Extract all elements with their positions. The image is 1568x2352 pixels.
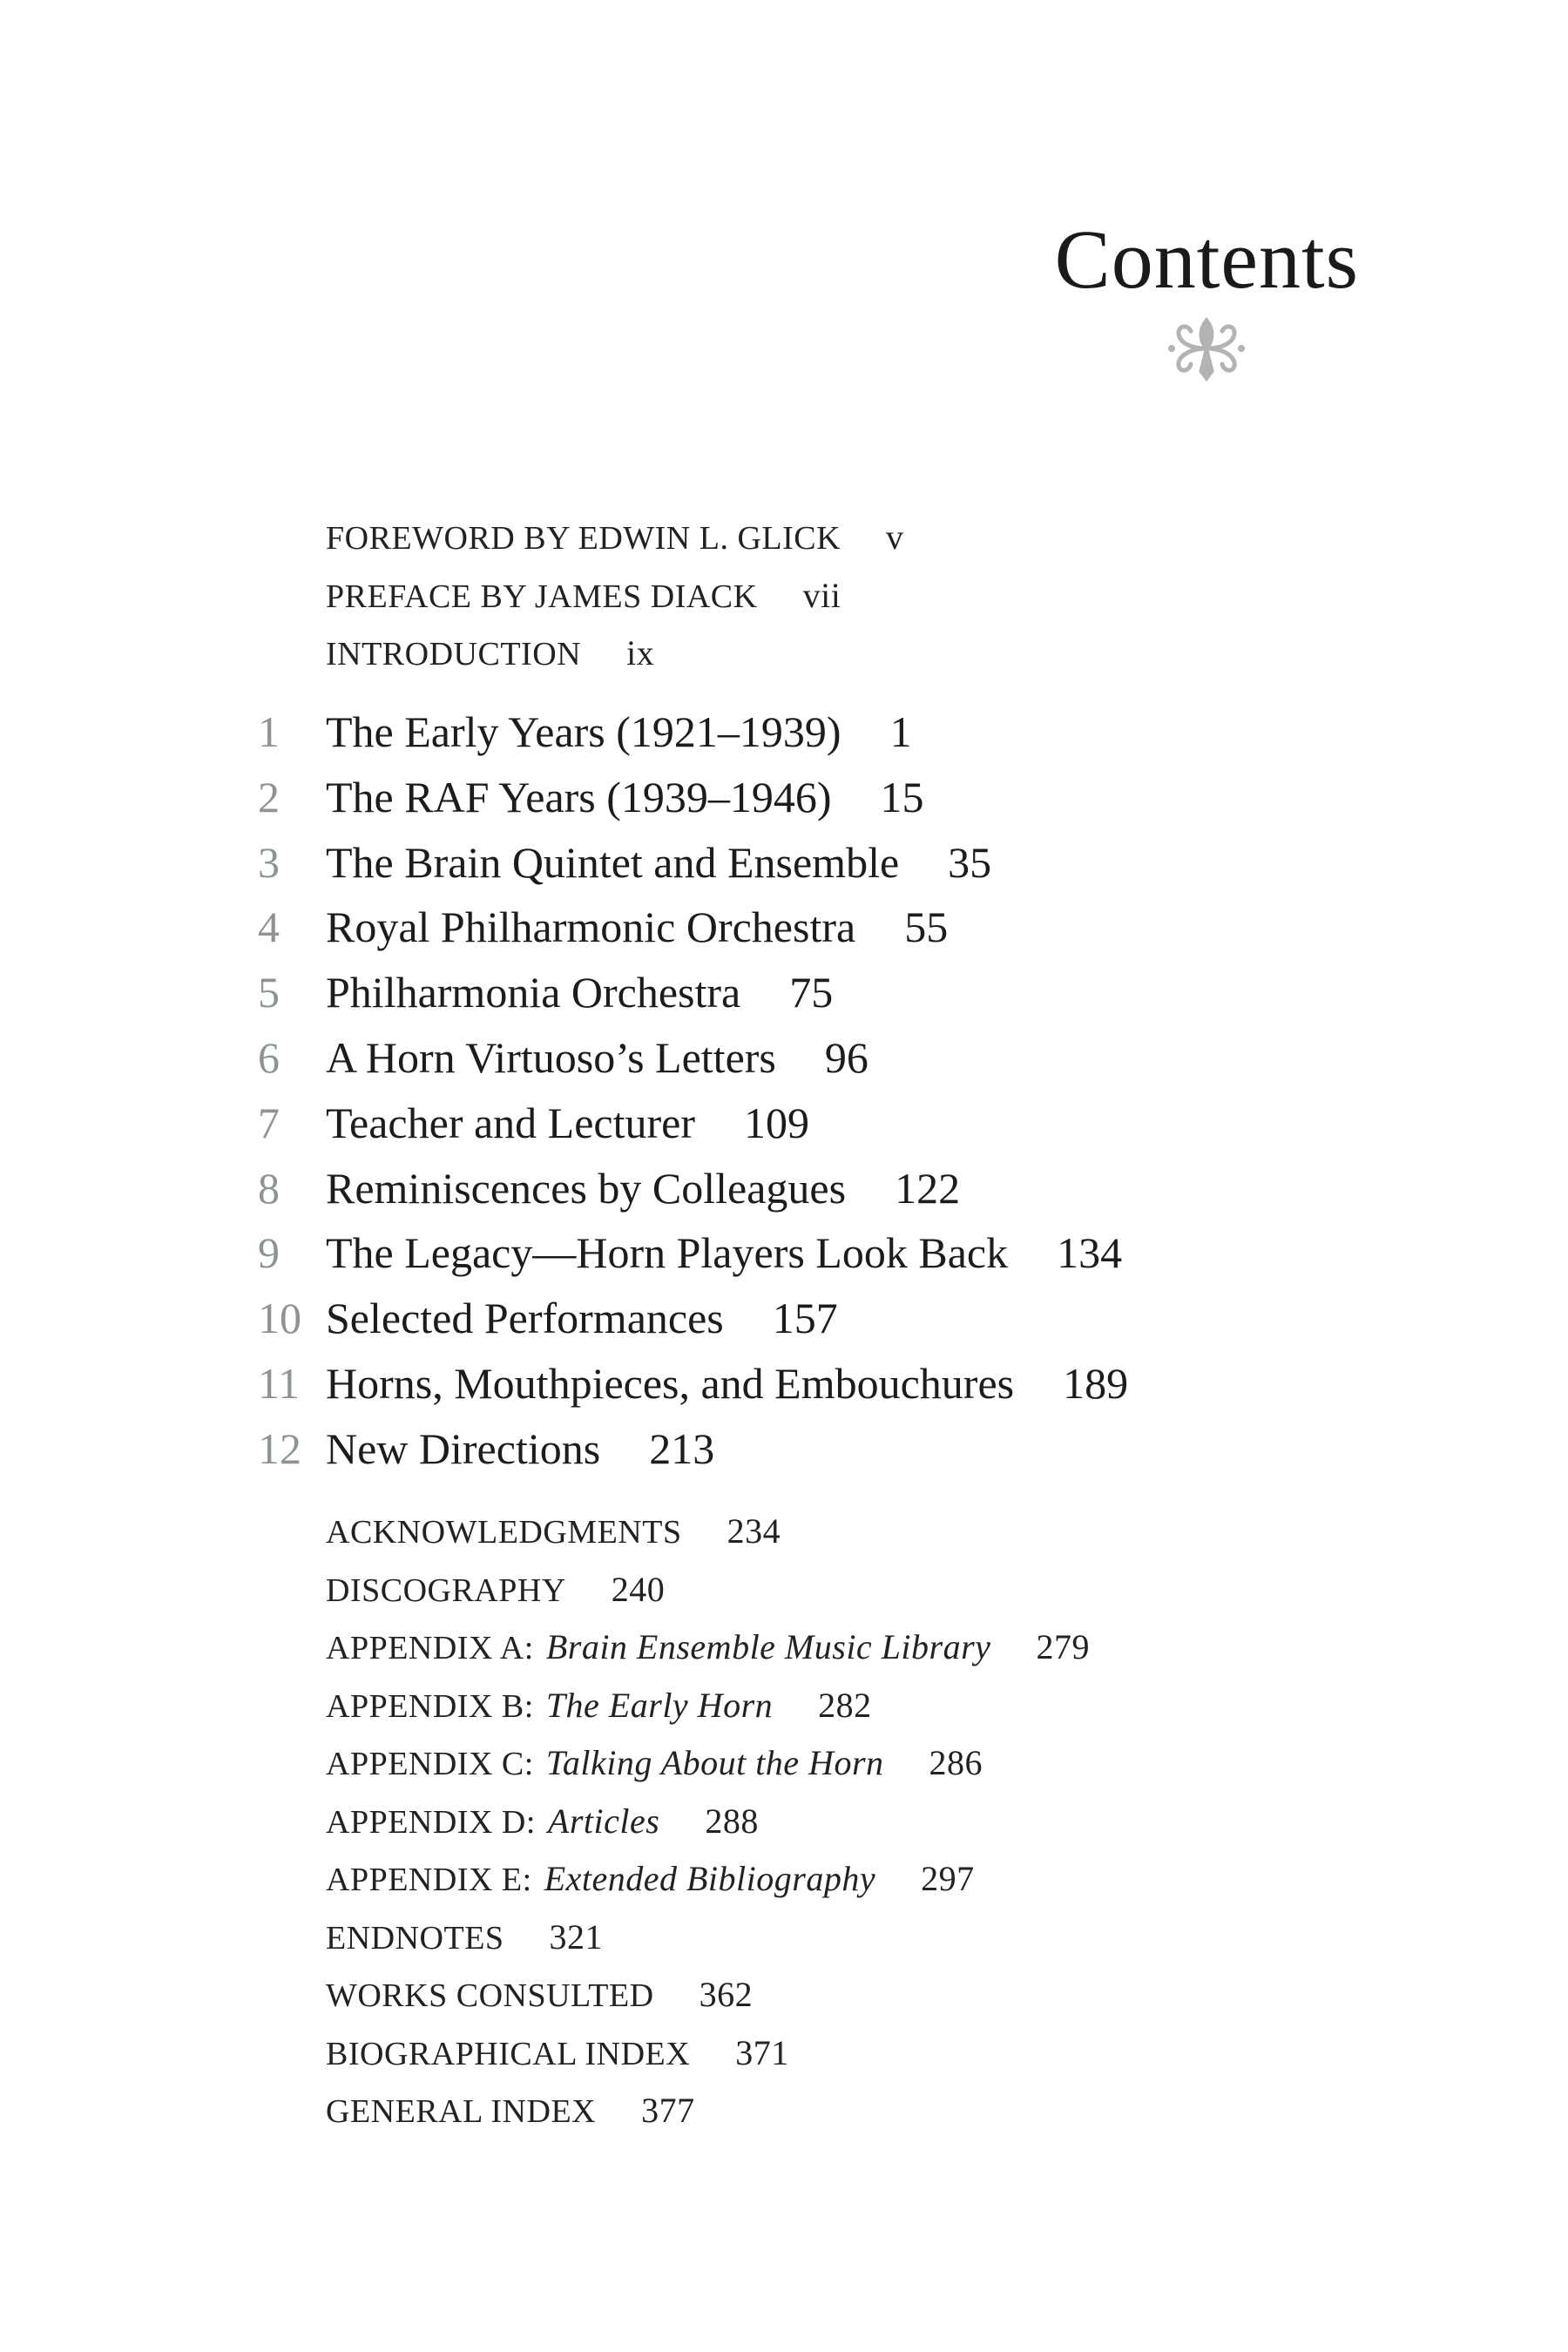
entry-label: APPENDIX B: <box>326 1687 534 1725</box>
chapter-page-number: 55 <box>904 902 949 952</box>
chapter-page-number: 213 <box>649 1423 715 1473</box>
entry-page-number: v <box>886 517 904 557</box>
toc-chapter-6[interactable] <box>258 1030 1128 1095</box>
toc-chapter-3[interactable] <box>258 835 1128 900</box>
chapter-title: Reminiscences by Colleagues <box>326 1163 847 1213</box>
back-matter-list <box>326 1510 1090 2147</box>
chapter-number: 8 <box>258 1163 280 1213</box>
toc-entry-appendix-d[interactable] <box>326 1800 1090 1858</box>
chapter-title: Selected Performances <box>326 1294 724 1343</box>
entry-label: ENDNOTES <box>326 1919 504 1957</box>
chapter-title: Horns, Mouthpieces, and Embouchures <box>326 1358 1015 1408</box>
entry-page-number: 377 <box>641 2091 695 2130</box>
entry-page-number: 240 <box>611 1569 666 1609</box>
chapter-title: Teacher and Lecturer <box>326 1098 695 1147</box>
chapter-page-number: 134 <box>1057 1228 1123 1278</box>
toc-chapter-5[interactable] <box>258 964 1128 1030</box>
chapter-number: 2 <box>258 772 280 821</box>
toc-entry-appendix-c[interactable] <box>326 1741 1090 1800</box>
chapter-page-number: 96 <box>824 1032 868 1082</box>
chapter-title: The Legacy—Horn Players Look Back <box>326 1228 1009 1278</box>
toc-chapter-8[interactable] <box>258 1160 1128 1226</box>
toc-entry-appendix-e[interactable] <box>326 1857 1090 1916</box>
entry-label: PREFACE BY JAMES DIACK <box>326 578 758 615</box>
toc-entry-appendix-b[interactable] <box>326 1684 1090 1742</box>
chapter-title: The Brain Quintet and Ensemble <box>326 837 900 887</box>
entry-page-number: 371 <box>735 2032 789 2072</box>
chapter-page-number: 157 <box>772 1294 838 1343</box>
toc-entry-discography[interactable] <box>326 1568 1090 1626</box>
entry-page-number: ix <box>626 633 655 672</box>
toc-entry-endnotes[interactable] <box>326 1916 1090 1974</box>
entry-label: APPENDIX E: <box>326 1862 532 1898</box>
toc-entry-preface[interactable] <box>326 574 904 632</box>
chapter-number: 10 <box>258 1294 301 1343</box>
entry-label: DISCOGRAPHY <box>326 1571 566 1609</box>
chapter-number: 7 <box>258 1098 280 1147</box>
toc-chapter-4[interactable] <box>258 899 1128 964</box>
entry-label: ACKNOWLEDGMENTS <box>326 1514 682 1551</box>
chapter-number: 12 <box>258 1423 301 1473</box>
chapter-page-number: 189 <box>1063 1358 1129 1408</box>
entry-label: APPENDIX A: <box>326 1630 534 1666</box>
chapter-title: Royal Philharmonic Orchestra <box>326 902 856 952</box>
entry-label: INTRODUCTION <box>326 636 582 672</box>
chapter-number: 11 <box>258 1358 301 1408</box>
entry-subtitle: The Early Horn <box>545 1685 774 1725</box>
chapter-title: New Directions <box>326 1423 601 1473</box>
toc-chapter-11[interactable] <box>258 1355 1128 1421</box>
entry-page-number: 282 <box>818 1685 872 1725</box>
chapter-number: 6 <box>258 1032 280 1082</box>
entry-label: FOREWORD BY EDWIN L. GLICK <box>326 520 841 557</box>
chapter-number: 9 <box>258 1228 280 1278</box>
entry-subtitle: Brain Ensemble Music Library <box>545 1627 991 1666</box>
toc-entry-works-consulted[interactable] <box>326 1973 1090 2031</box>
chapter-number: 4 <box>258 902 280 952</box>
toc-chapter-12[interactable] <box>258 1421 1128 1486</box>
chapter-title: Philharmonia Orchestra <box>326 968 741 1017</box>
entry-subtitle: Extended Bibliography <box>544 1859 876 1898</box>
chapter-page-number: 122 <box>895 1163 961 1213</box>
chapter-number: 5 <box>258 968 280 1017</box>
chapter-page-number: 1 <box>889 707 912 756</box>
front-matter-list <box>326 516 904 690</box>
entry-subtitle: Articles <box>547 1801 660 1841</box>
chapter-page-number: 75 <box>789 968 834 1017</box>
chapter-page-number: 15 <box>880 772 924 821</box>
chapter-number: 1 <box>258 707 280 756</box>
toc-chapter-1[interactable] <box>258 704 1128 769</box>
toc-entry-introduction[interactable] <box>326 632 904 690</box>
entry-page-number: vii <box>802 575 841 615</box>
toc-entry-appendix-a[interactable] <box>326 1625 1090 1684</box>
entry-page-number: 321 <box>549 1916 604 1957</box>
toc-entry-general-index[interactable] <box>326 2089 1090 2147</box>
entry-page-number: 297 <box>921 1859 975 1898</box>
entry-page-number: 234 <box>727 1511 781 1551</box>
chapter-title: The Early Years (1921–1939) <box>326 707 841 756</box>
entry-label: WORKS CONSULTED <box>326 1977 654 2014</box>
entry-label: BIOGRAPHICAL INDEX <box>326 2035 691 2072</box>
chapter-page-number: 109 <box>743 1098 809 1147</box>
entry-page-number: 288 <box>705 1801 759 1841</box>
entry-page-number: 286 <box>929 1743 983 1782</box>
toc-chapter-10[interactable] <box>258 1290 1128 1355</box>
toc-chapter-2[interactable] <box>258 769 1128 835</box>
toc-chapter-7[interactable] <box>258 1095 1128 1160</box>
chapter-number: 3 <box>258 837 280 887</box>
toc-entry-foreword[interactable] <box>326 516 904 574</box>
toc-entry-acknowledgments[interactable] <box>326 1510 1090 1568</box>
entry-subtitle: Talking About the Horn <box>545 1743 884 1782</box>
entry-label: APPENDIX C: <box>326 1746 534 1782</box>
entry-label: APPENDIX D: <box>326 1803 536 1841</box>
chapter-title: The RAF Years (1939–1946) <box>326 772 832 821</box>
fleuron-ornament-icon <box>1163 314 1250 383</box>
chapter-list <box>258 704 1128 1486</box>
entry-page-number: 279 <box>1036 1627 1090 1666</box>
entry-label: GENERAL INDEX <box>326 2093 597 2130</box>
toc-entry-biographical-index[interactable] <box>326 2031 1090 2090</box>
chapter-title: A Horn Virtuoso’s Letters <box>326 1032 776 1082</box>
toc-chapter-9[interactable] <box>258 1225 1128 1290</box>
entry-page-number: 362 <box>699 1975 754 2014</box>
page-title: Contents <box>1054 213 1359 306</box>
chapter-page-number: 35 <box>948 837 992 887</box>
